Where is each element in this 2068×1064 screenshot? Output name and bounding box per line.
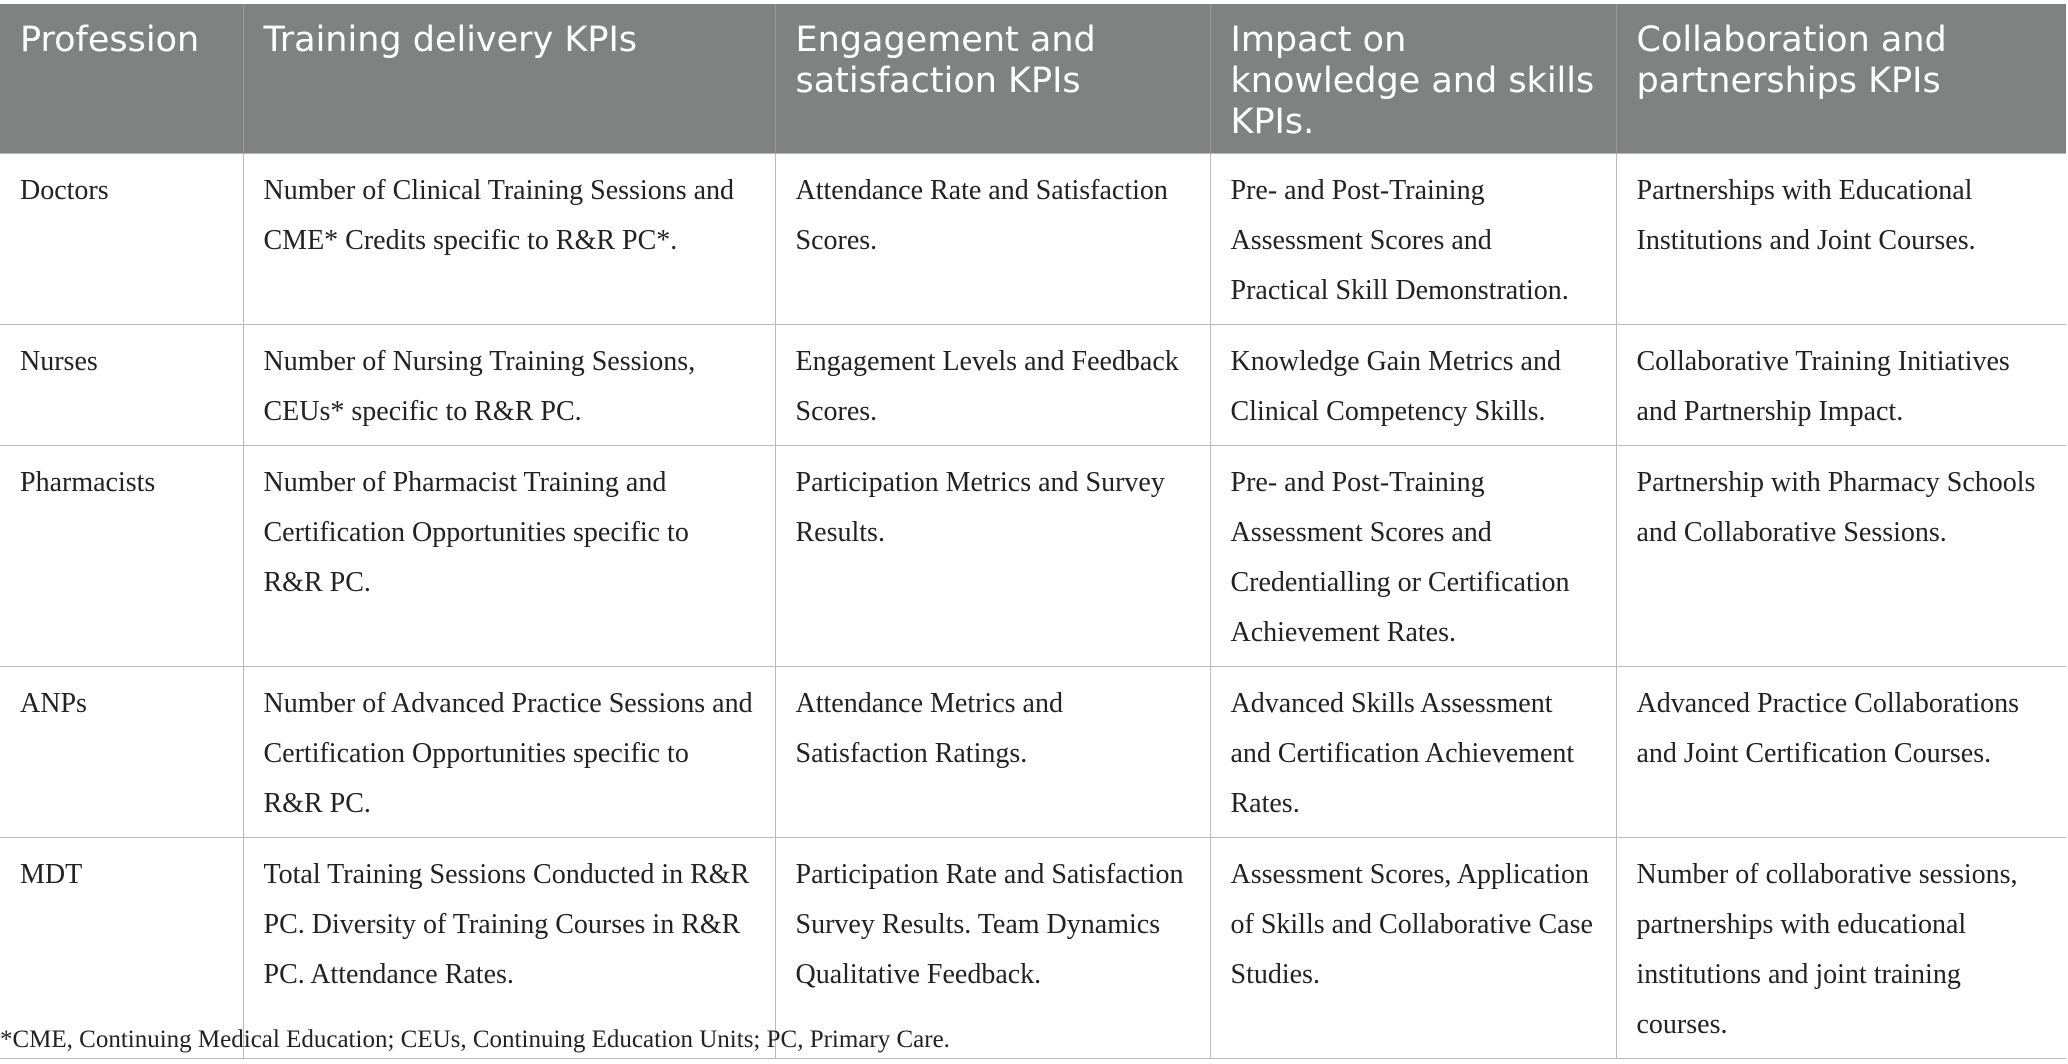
cell-collaboration-partnerships: Advanced Practice Collaborations and Joint Certification Courses. <box>1616 667 2066 838</box>
table-row-doctors <box>0 154 2066 325</box>
cell-profession: ANPs <box>0 667 243 838</box>
cell-profession: Doctors <box>0 154 243 325</box>
header-collaboration-partnerships-kpis: Collaboration and partnerships KPIs <box>1616 4 2066 154</box>
cell-profession: MDT <box>0 838 243 1059</box>
cell-collaboration-partnerships: Collaborative Training Initiatives and Partnership Impact. <box>1616 325 2066 446</box>
cell-collaboration-partnerships: Partnership with Pharmacy Schools and Collaborative Sessions. <box>1616 446 2066 667</box>
cell-impact-knowledge-skills: Pre- and Post-Training Assessment Scores and Credentialling or Certification Achievement Rates. <box>1210 446 1616 667</box>
cell-training-delivery: Number of Nursing Training Sessions, CEUs* specific to R&R PC. <box>243 325 775 446</box>
cell-engagement-satisfaction: Attendance Metrics and Satisfaction Ratings. <box>775 667 1210 838</box>
table-row-pharmacists <box>0 446 2066 667</box>
cell-collaboration-partnerships: Number of collaborative sessions, partnerships with educational institutions and joint training courses. <box>1616 838 2066 1059</box>
cell-engagement-satisfaction: Participation Rate and Satisfaction Survey Results. Team Dynamics Qualitative Feedback. <box>775 838 1210 1059</box>
cell-training-delivery: Total Training Sessions Conducted in R&R PC. Diversity of Training Courses in R&R PC. Attendance Rates. <box>243 838 775 1059</box>
table-header-row <box>0 4 2066 154</box>
table-row-anps <box>0 667 2066 838</box>
cell-training-delivery: Number of Clinical Training Sessions and CME* Credits specific to R&R PC*. <box>243 154 775 325</box>
header-impact-knowledge-skills-kpis: Impact on knowledge and skills KPIs. <box>1210 4 1616 154</box>
header-training-delivery-kpis: Training delivery KPIs <box>243 4 775 154</box>
cell-engagement-satisfaction: Engagement Levels and Feedback Scores. <box>775 325 1210 446</box>
cell-training-delivery: Number of Pharmacist Training and Certification Opportunities specific to R&R PC. <box>243 446 775 667</box>
cell-engagement-satisfaction: Participation Metrics and Survey Results. <box>775 446 1210 667</box>
table-footnote: *CME, Continuing Medical Education; CEUs, Continuing Education Units; PC, Primary Care. <box>0 1026 950 1053</box>
kpi-table <box>0 4 2066 1059</box>
cell-engagement-satisfaction: Attendance Rate and Satisfaction Scores. <box>775 154 1210 325</box>
cell-profession: Pharmacists <box>0 446 243 667</box>
cell-impact-knowledge-skills: Pre- and Post-Training Assessment Scores and Practical Skill Demonstration. <box>1210 154 1616 325</box>
cell-training-delivery: Number of Advanced Practice Sessions and Certification Opportunities specific to R&R PC. <box>243 667 775 838</box>
cell-collaboration-partnerships: Partnerships with Educational Institutions and Joint Courses. <box>1616 154 2066 325</box>
table-row-nurses <box>0 325 2066 446</box>
cell-impact-knowledge-skills: Assessment Scores, Application of Skills and Collaborative Case Studies. <box>1210 838 1616 1059</box>
header-profession: Profession <box>0 4 243 154</box>
header-engagement-satisfaction-kpis: Engagement and satisfaction KPIs <box>775 4 1210 154</box>
cell-impact-knowledge-skills: Advanced Skills Assessment and Certification Achievement Rates. <box>1210 667 1616 838</box>
cell-impact-knowledge-skills: Knowledge Gain Metrics and Clinical Competency Skills. <box>1210 325 1616 446</box>
cell-profession: Nurses <box>0 325 243 446</box>
